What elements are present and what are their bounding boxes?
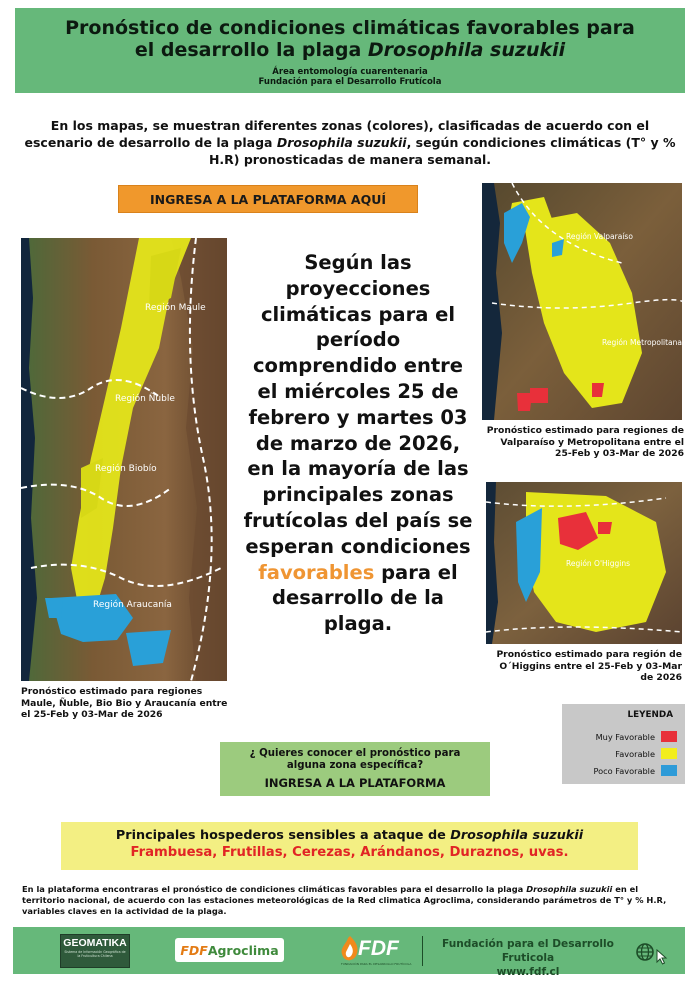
intro-paragraph bbox=[22, 117, 678, 168]
footer-divider bbox=[422, 936, 423, 966]
globe-icon bbox=[635, 942, 655, 962]
map-label-ohiggins: Región O'Higgins bbox=[566, 559, 631, 568]
zone-question-line1: ¿ Quieres conocer el pronóstico para bbox=[249, 748, 461, 759]
page-title-line1: Pronóstico de condiciones climáticas favorables para bbox=[65, 17, 635, 39]
intro-species: Drosophila suzukii bbox=[276, 135, 407, 150]
map-label-valparaiso: Región Valparaíso bbox=[566, 232, 633, 241]
fdf-logo-text: FDF bbox=[358, 937, 399, 960]
hosts-title-species: Drosophila suzukii bbox=[450, 828, 584, 843]
platform-link-button[interactable]: INGRESA A LA PLATAFORMA AQUÍ bbox=[118, 185, 418, 213]
organization-name: Fundación para el Desarrollo Fruticola bbox=[442, 938, 614, 964]
cursor-click-icon bbox=[655, 949, 669, 965]
page-title-line2 bbox=[15, 39, 685, 61]
map-ohiggins bbox=[486, 482, 682, 644]
intro-part2: , según condiciones climáticas (T° y % H.R) pronosticadas de manera semanal. bbox=[208, 135, 676, 167]
hosts-box bbox=[61, 822, 638, 870]
header-banner bbox=[15, 8, 685, 93]
geomatika-logo-text: GEOMATIKA bbox=[63, 937, 127, 949]
forecast-summary-before: Según las proyecciones climáticas para el período comprendido entre el miércoles 25 de febrero y martes 03 de marzo de 2026, en la mayoría de las principales zonas frutícolas del país se esperan condiciones bbox=[243, 251, 473, 558]
platform-access-button[interactable]: INGRESA A LA PLATAFORMA bbox=[264, 776, 446, 790]
agroclima-logo-text: Agroclima bbox=[207, 942, 279, 958]
footer-note bbox=[22, 884, 682, 917]
legend-label-muy-favorable: Muy Favorable bbox=[595, 731, 655, 742]
hosts-list: Frambuesa, Frutillas, Cerezas, Arándanos, Duraznos, uvas. bbox=[130, 845, 569, 860]
map-label-nuble: Región Ñuble bbox=[115, 394, 175, 404]
page-title-prefix: el desarrollo la plaga bbox=[134, 39, 368, 61]
agroclima-logo-fdf: FDF bbox=[180, 942, 208, 958]
agroclima-logo[interactable] bbox=[175, 938, 284, 962]
forecast-summary-after: para el desarrollo de la plaga. bbox=[272, 560, 458, 636]
legend-swatch-yellow bbox=[661, 748, 677, 759]
legend-item bbox=[596, 731, 677, 742]
forecast-summary bbox=[243, 250, 473, 637]
map-legend bbox=[562, 704, 685, 784]
zone-forecast-box bbox=[220, 742, 490, 796]
map-tr-caption: Pronóstico estimado para regiones de Valparaíso y Metropolitana entre el 25-Feb y 03-Mar de 2026 bbox=[486, 425, 684, 459]
geomatika-logo-subtext: Sistema de Información Geográfica de la Fruticultura Chilena bbox=[64, 950, 126, 958]
legend-title: LEYENDA bbox=[627, 710, 673, 720]
page-title-species: Drosophila suzukii bbox=[367, 39, 566, 61]
forecast-summary-highlight: favorables bbox=[258, 560, 375, 584]
zone-question-line2: alguna zona específica? bbox=[286, 760, 424, 771]
map-maule-araucania bbox=[21, 238, 227, 681]
intro-part1: En los mapas, se muestran diferentes zonas (colores), clasificadas de acuerdo con el escenario de desarrollo de la plaga bbox=[24, 118, 650, 150]
legend-label-favorable: Favorable bbox=[615, 748, 655, 759]
map-label-metropolitana: Región Metropolitana bbox=[602, 338, 682, 347]
hosts-title-prefix: Principales hospederos sensibles a ataque de bbox=[115, 828, 451, 843]
fdf-logo[interactable] bbox=[338, 932, 418, 970]
footer-note-part2: en el territorio nacional, de acuerdo con las estaciones meteorológicas de la Red climatica Agroclima, considerando parámetros de T° y % H.R, variables claves en la actividad de la plaga. bbox=[22, 884, 667, 916]
map-label-maule: Región Maule bbox=[145, 303, 206, 313]
map-label-araucania: Región Araucanía bbox=[93, 600, 172, 610]
footer-note-species: Drosophila suzukii bbox=[526, 884, 613, 894]
map-valparaiso-metropolitana bbox=[482, 183, 682, 420]
legend-item bbox=[615, 748, 677, 759]
legend-swatch-red bbox=[661, 731, 677, 742]
footer-bar bbox=[13, 927, 685, 978]
header-subtitle-org: Fundación para el Desarrollo Frutícola bbox=[258, 77, 442, 87]
hosts-title bbox=[61, 822, 638, 844]
map-left-caption: Pronóstico estimado para regiones Maule, Ñuble, Bio Bio y Araucanía entre el 25-Feb y 03-Mar de 2026 bbox=[21, 686, 228, 720]
legend-swatch-blue bbox=[661, 765, 677, 776]
footer-note-part1: En la plataforma encontraras el pronóstico de condiciones climáticas favorables para el desarrollo la plaga bbox=[22, 884, 527, 894]
map-mr-caption: Pronóstico estimado para región de O´Higgins entre el 25-Feb y 03-Mar de 2026 bbox=[496, 649, 682, 683]
map-label-biobio: Región Biobío bbox=[95, 464, 157, 474]
fdf-logo-subtext: FUNDACIÓN PARA EL DESARROLLO FRUTÍCOLA bbox=[341, 962, 412, 966]
legend-item bbox=[594, 765, 678, 776]
geomatika-logo[interactable] bbox=[60, 934, 130, 968]
legend-label-poco-favorable: Poco Favorable bbox=[593, 765, 655, 776]
website-link[interactable]: www.fdf.cl bbox=[496, 966, 560, 978]
header-subtitle-area: Área entomología cuarentenaria bbox=[272, 67, 428, 77]
organization-info bbox=[428, 937, 628, 979]
